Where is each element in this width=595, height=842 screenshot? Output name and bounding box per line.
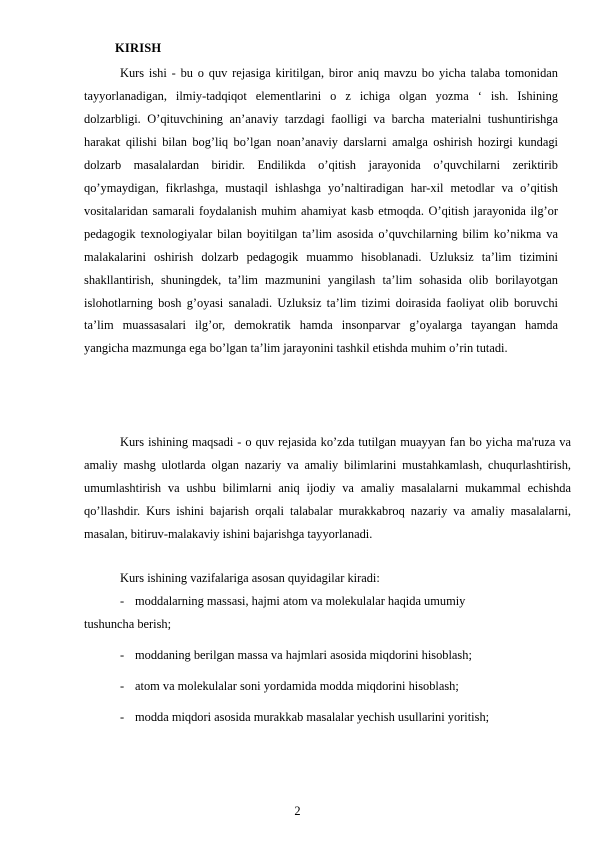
list-item-text: atom va molekulalar soni yordamida modda miqdorini hisoblash; bbox=[135, 679, 459, 693]
intro-paragraph: Kurs ishi - bu o quv rejasiga kiritilgan, biror aniq mavzu bo yicha talaba tomonidan tayyorlanadigan, ilmiy-tadqiqot elementlarini o z ichiga olgan yozma ‘ ish. Ishining dolzarbligi. O’qituvchining an’anaviy tarzdagi faolligi va barcha materialni tushuntirishga harakat qilishi bilan bog’liq bo’lgan noan’anaviy darslarni amalga oshirish hozirgi kundagi dolzarb masalalardan biridir. Endilikda o’qitish jarayonida o’quvchilarni zeriktirib qo’ymaydigan, fikrlashga, mustaqil ishlashga yo’naltiradigan har-xil metodlar va o’qitish vositalaridan samarali foydalanish muhim ahamiyat kasb etmoqda. O’qitish jarayonida ilg’or pedagogik texnologiyalar bilan boyitilgan ta’lim asosida o’quvchilarning bilim ko’nikma va malakalarini oshirish dolzarb pedagogik muammo hisoblanadi. Uzluksiz ta’lim tizimini shakllantirish, shuningdek, ta’lim mazmunini yangilash ta’lim sohasida olib borilayotgan islohotlarning bosh g’oyasi sanaladi. Uzluksiz ta’lim tizimi doirasida faoliyat olib boruvchi ta’lim muassasalari ilg’or, demokratik hamda insonparvar g’oyalarga tayangan hamda yangicha mazmunga ega bo’lgan ta’lim jarayonini tashkil etishda muhim o’rin tutadi. bbox=[84, 66, 558, 356]
list-item-text: moddalarning massasi, hajmi atom va molekulalar haqida umumiy bbox=[135, 594, 466, 608]
list-item-text: moddaning berilgan massa va hajmlari asosida miqdorini hisoblash; bbox=[135, 648, 472, 662]
page-number: 2 bbox=[294, 804, 301, 818]
list-item-text: modda miqdori asosida murakkab masalalar yechish usullarini yoritish; bbox=[135, 710, 490, 724]
list-dash: - bbox=[120, 679, 125, 693]
goal-paragraph: Kurs ishining maqsadi - o quv rejasida ko’zda tutilgan muayyan fan bo yicha ma'ruza va amaliy mashg ulotlarda olgan nazariy va amaliy bilimlarini mustahkamlash, chuqurlashtirish, umumlashtirish va ushbu bilimlarni aniq ijodiy va amaliy masalalarni mukammal echishda qo’llashdir. Kurs ishini bajarish orqali talabalar murakkabroq nazariy va amaliy masalalarni, masalan, bitiruv-malakaviy ishini bajarishga tayyorlanadi. bbox=[84, 435, 571, 541]
list-item-text-continued: tushuncha berish; bbox=[84, 617, 172, 631]
list-dash: - bbox=[120, 648, 125, 662]
section-heading: KIRISH bbox=[115, 41, 162, 55]
tasks-intro-paragraph: Kurs ishining vazifalariga asosan quyidagilar kiradi: bbox=[120, 571, 380, 585]
list-dash: - bbox=[120, 710, 125, 724]
list-dash: - bbox=[120, 594, 125, 608]
